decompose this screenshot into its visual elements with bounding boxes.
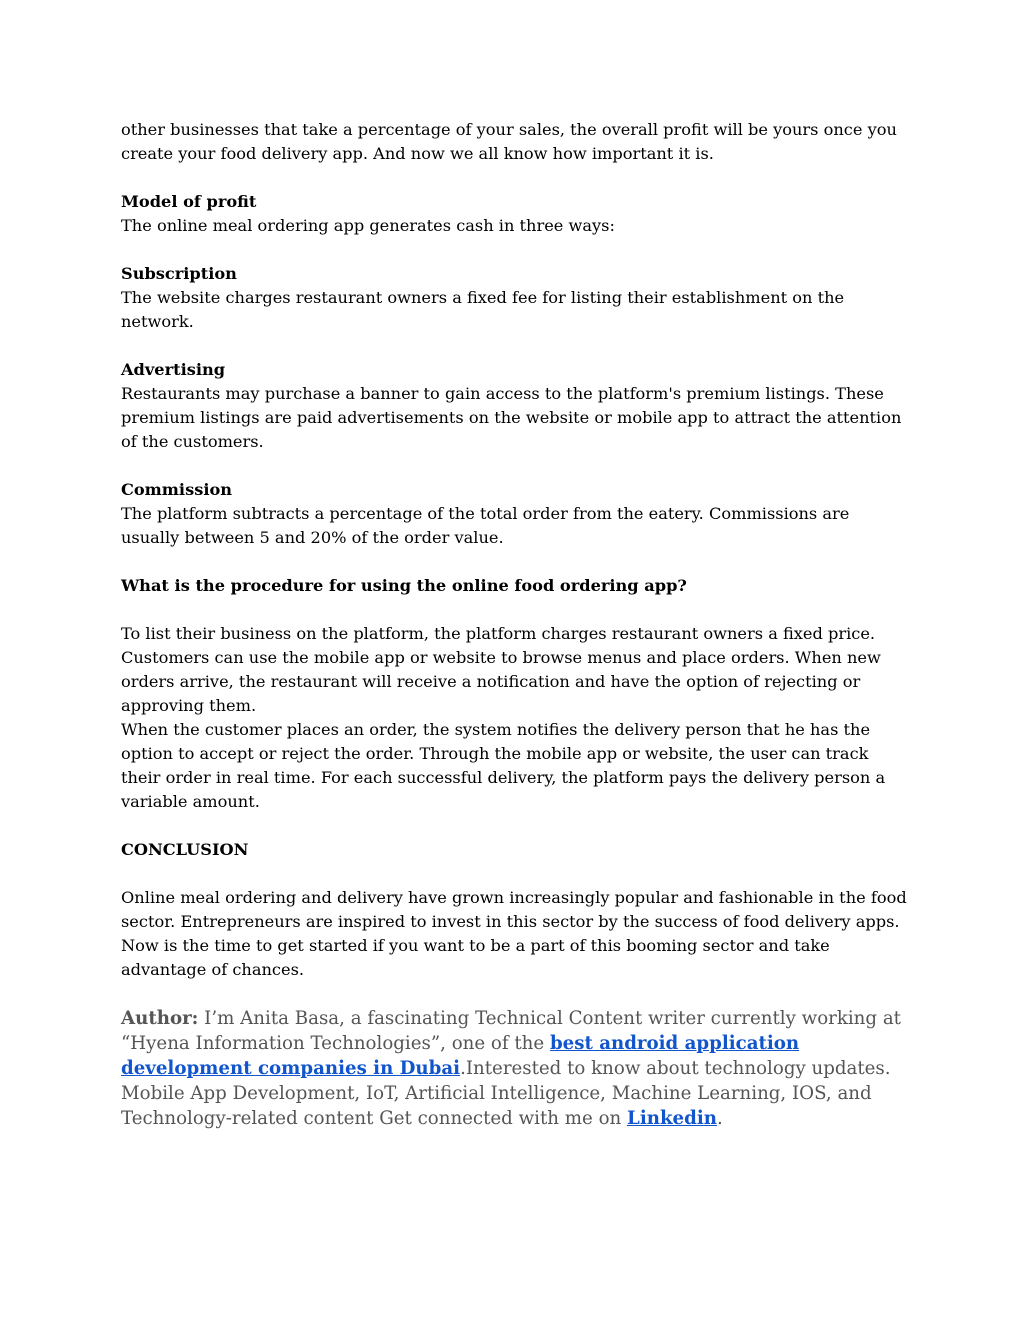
procedure-paragraph-2: When the customer places an order, the system notifies the delivery person that he has the option to accept or reject the order. Through the mobile app or website, the user can track their order in real time. For each successful delivery, the platform pays the delivery person a variable amount. <box>121 720 886 811</box>
subscription-text: The website charges restaurant owners a fixed fee for listing their establishment on the network. <box>121 288 845 331</box>
author-bio <box>121 1006 911 1131</box>
spacer <box>121 814 911 838</box>
spacer <box>121 238 911 262</box>
linkedin-link[interactable]: Linkedin <box>627 1108 717 1129</box>
spacer <box>121 166 911 190</box>
spacer <box>121 862 911 886</box>
author-text-end: . <box>716 1108 723 1129</box>
spacer <box>121 982 911 1006</box>
conclusion-text: Online meal ordering and delivery have grown increasingly popular and fashionable in the food sector. Entrepreneurs are inspired to invest in this sector by the success of food delivery apps. Now is the time to get started if you want to be a part of this booming sector and take advantage of chances. <box>121 888 907 979</box>
commission-text: The platform subtracts a percentage of the total order from the eatery. Commissions are usually between 5 and 20% of the order value. <box>121 504 850 547</box>
spacer <box>121 550 911 574</box>
spacer <box>121 598 911 622</box>
advertising-heading: Advertising <box>121 360 226 379</box>
commission-heading: Commission <box>121 480 233 499</box>
procedure-paragraph-1: To list their business on the platform, the platform charges restaurant owners a fixed price. Customers can use the mobile app or website to browse menus and place orders. When new orders arrive, the restaurant will receive a notification and have the option of rejecting or approving them. <box>121 624 881 715</box>
subscription-heading: Subscription <box>121 264 237 283</box>
advertising-text: Restaurants may purchase a banner to gain access to the platform's premium listings. These premium listings are paid advertisements on the website or mobile app to attract the attention of the customers. <box>121 384 902 451</box>
author-text-before-link: I’m Anita Basa, a fascinating Technical Content writer currently working at “Hyena Information Technologies”, one of the <box>121 1008 901 1054</box>
spacer <box>121 334 911 358</box>
author-text-middle: .Interested to know about technology updates. Mobile App Development, IoT, Artificial Intelligence, Machine Learning, IOS, and Technology-related content Get connected with me on <box>121 1058 891 1129</box>
spacer <box>121 454 911 478</box>
procedure-heading: What is the procedure for using the online food ordering app? <box>121 576 687 595</box>
document-page <box>121 118 911 1131</box>
profit-model-text: The online meal ordering app generates cash in three ways: <box>121 216 615 235</box>
author-label: Author: <box>121 1008 199 1029</box>
companies-link[interactable]: best android application development companies in Dubai <box>121 1033 800 1079</box>
intro-paragraph: other businesses that take a percentage of your sales, the overall profit will be yours once you create your food delivery app. And now we all know how important it is. <box>121 120 897 163</box>
profit-model-heading: Model of profit <box>121 192 257 211</box>
conclusion-heading: CONCLUSION <box>121 840 249 859</box>
